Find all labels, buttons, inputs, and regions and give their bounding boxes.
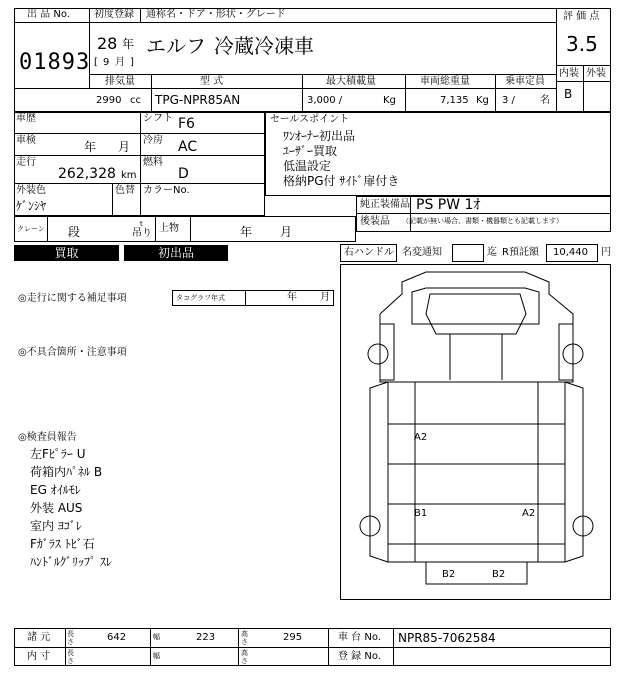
interior-label: 内装 bbox=[559, 68, 579, 79]
reg-month-unit: 月 bbox=[115, 57, 125, 68]
recycle-label: R預託額 bbox=[502, 247, 539, 258]
sales-point-item: 低温設定 bbox=[283, 159, 332, 173]
shift-label: シフト bbox=[143, 113, 173, 124]
sales-points-label: セールスポイント bbox=[270, 114, 350, 125]
width-value: 223 bbox=[196, 632, 216, 643]
tacho-month-unit: 月 bbox=[320, 292, 330, 303]
inspector-item: EG ｵｲﾙﾓﾚ bbox=[30, 483, 81, 497]
fuel-label: 燃料 bbox=[143, 157, 163, 168]
gross-weight-unit: Kg bbox=[476, 95, 489, 106]
max-load-label: 最大積載量 bbox=[326, 76, 376, 87]
exterior-label: 外装 bbox=[586, 68, 606, 79]
recycle-value: 10,440 bbox=[553, 247, 588, 258]
grade-value: 3.5 bbox=[566, 32, 598, 56]
sales-point-item: 格納PG付 ｻｲﾄﾞ扉付き bbox=[283, 174, 400, 188]
inspection-year-unit: 年 bbox=[84, 140, 97, 154]
crane-row bbox=[14, 216, 356, 242]
reg-month: 9 bbox=[103, 57, 110, 68]
history-label: 車歴 bbox=[16, 113, 36, 124]
inspector-item: 左Fﾋﾟﾗｰ U bbox=[30, 447, 86, 461]
crane-label: クレーン bbox=[17, 225, 45, 233]
in-length-label: 長さ bbox=[67, 649, 74, 665]
crane-stage-unit: 段 bbox=[68, 225, 81, 239]
reg-year-unit: 年 bbox=[122, 37, 135, 51]
rhd-label: 右ハンドル bbox=[344, 247, 394, 258]
tacho-label: タコグラフ年式 bbox=[176, 294, 225, 302]
capacity-unit: 名 bbox=[540, 95, 550, 106]
buy-badge: 買取 bbox=[14, 245, 119, 261]
displacement-unit: cc bbox=[130, 95, 141, 106]
oem-label: 純正装備品 bbox=[360, 199, 410, 210]
name-change-label: 名変通知 bbox=[402, 247, 442, 258]
oem-value: PS PW 1ｵ bbox=[416, 197, 481, 213]
ac-label: 冷房 bbox=[143, 135, 163, 146]
inspector-item: Fｶﾞﾗｽ ﾄﾋﾞ石 bbox=[30, 537, 95, 551]
right-mirror-box bbox=[559, 324, 573, 380]
cargo-left-wall bbox=[370, 382, 388, 562]
car-name: エルフ bbox=[146, 34, 206, 58]
model-value: TPG-NPR85AN bbox=[155, 93, 241, 107]
capacity-value: 3 / bbox=[502, 95, 515, 106]
ext-color-value: ｹﾞﾝｼﾔ bbox=[16, 199, 47, 213]
damage-mark: B2 bbox=[492, 569, 506, 580]
crane-hang: 吊り bbox=[132, 228, 152, 239]
inspector-label: ◎検査員報告 bbox=[18, 432, 77, 443]
name-header-label: 通称名・ドア・形状・グレード bbox=[146, 9, 286, 20]
cargo-right-wall bbox=[565, 382, 583, 562]
reg-no-label: 登 録 No. bbox=[338, 651, 381, 662]
grade-label: 評 価 点 bbox=[563, 11, 600, 22]
ext-color-label: 外装色 bbox=[16, 185, 46, 196]
inspector-item: 室内 ﾖｺﾞﾚ bbox=[30, 519, 82, 533]
damage-mark: B1 bbox=[414, 508, 428, 519]
ac-value: AC bbox=[178, 139, 198, 155]
damage-mark: A2 bbox=[522, 508, 536, 519]
inspection-month-unit: 月 bbox=[118, 140, 131, 154]
interior-grade: B bbox=[564, 87, 573, 101]
inspection-label: 車検 bbox=[16, 135, 36, 146]
lot-no-label: 出 品 No. bbox=[27, 9, 70, 20]
interior-size-label: 内 寸 bbox=[27, 651, 51, 662]
length-label: 長さ bbox=[67, 630, 74, 646]
damage-mark: A2 bbox=[414, 432, 428, 443]
sales-point-item: ﾜﾝｵｰﾅｰ初出品 bbox=[283, 129, 356, 143]
max-load-unit: Kg bbox=[383, 95, 396, 106]
first-reg-label: 初度登録 bbox=[94, 9, 134, 20]
reg-year: 28 bbox=[97, 34, 118, 53]
body-type: 冷蔵冷凍車 bbox=[214, 34, 314, 58]
aftermarket-label: 後装品 bbox=[360, 216, 390, 227]
cab-roof bbox=[426, 294, 526, 334]
truck-diagram bbox=[340, 264, 611, 600]
displacement-label: 排気量 bbox=[105, 76, 135, 87]
height-value: 295 bbox=[283, 632, 303, 643]
upper-year-unit: 年 bbox=[240, 225, 253, 239]
inspector-item: ﾊﾝﾄﾞﾙｸﾞﾘｯﾌﾟ ｽﾚ bbox=[30, 555, 112, 569]
chassis-label: 車 台 No. bbox=[338, 632, 381, 643]
lot-no: 01893 bbox=[19, 50, 91, 75]
fuel-value: D bbox=[178, 166, 189, 182]
upper-month-unit: 月 bbox=[280, 225, 293, 239]
recycle-unit: 円 bbox=[601, 247, 611, 258]
displacement-value: 2990 bbox=[96, 95, 122, 106]
max-load-value: 3,000 / bbox=[307, 95, 343, 106]
mileage-value: 262,328 bbox=[58, 166, 116, 182]
inspector-item: 荷箱内ﾊﾟﾈﾙ B bbox=[30, 465, 103, 479]
length-value: 642 bbox=[107, 632, 127, 643]
capacity-label: 乗車定員 bbox=[505, 76, 545, 87]
nozo-label: 迄 bbox=[487, 247, 497, 258]
gross-weight-value: 7,135 bbox=[440, 95, 469, 106]
crane-ton-unit: t bbox=[140, 220, 143, 228]
sales-point-item: ﾕｰｻﾞｰ買取 bbox=[283, 144, 338, 158]
chassis-no: NPR85-7062584 bbox=[398, 631, 496, 645]
windshield bbox=[412, 288, 539, 324]
color-no-label: 色替 bbox=[115, 185, 135, 196]
front-left-wheel bbox=[368, 344, 388, 364]
inspector-item: 外装 AUS bbox=[30, 501, 83, 515]
width-label: 幅 bbox=[153, 633, 160, 641]
shift-value: F6 bbox=[178, 116, 195, 132]
defects-label: ◎不具合箇所・注意事項 bbox=[18, 347, 127, 358]
model-label: 型 式 bbox=[200, 76, 224, 87]
left-mirror-box bbox=[380, 324, 394, 380]
aftermarket-note: （記載が無い場合、書類・機器類とも記載します） bbox=[402, 217, 563, 225]
height-label: 高さ bbox=[241, 630, 248, 646]
mileage-label: 走行 bbox=[16, 157, 36, 168]
tacho-year-unit: 年 bbox=[287, 292, 297, 303]
spec-label: 諸 元 bbox=[27, 632, 51, 643]
name-change-box bbox=[452, 244, 484, 262]
color-code-label: カラーNo. bbox=[143, 185, 190, 196]
gross-weight-label: 車両総重量 bbox=[420, 76, 470, 87]
mileage-unit: km bbox=[121, 170, 137, 181]
first-listing-badge: 初出品 bbox=[124, 245, 228, 261]
in-width-label: 幅 bbox=[153, 652, 160, 660]
upper-label: 上物 bbox=[159, 223, 179, 234]
in-height-label: 高さ bbox=[241, 649, 248, 665]
damage-mark: B2 bbox=[442, 569, 456, 580]
driving-notes-label: ◎走行に関する補足事項 bbox=[18, 293, 127, 304]
